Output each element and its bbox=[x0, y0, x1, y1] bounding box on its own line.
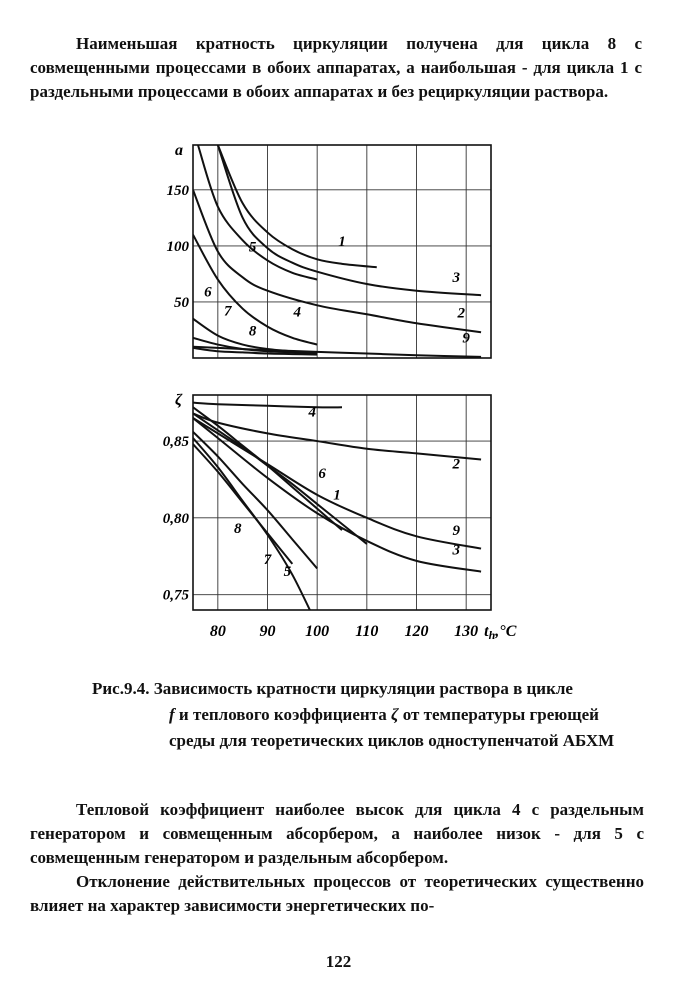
chart-heat-coefficient bbox=[163, 392, 491, 625]
series-label-5: 5 bbox=[248, 239, 257, 256]
series-label-8: 8 bbox=[248, 323, 257, 340]
series-label-3: 3 bbox=[452, 542, 460, 559]
series-label-1: 1 bbox=[333, 487, 341, 504]
caption-var-f: f bbox=[169, 705, 175, 724]
series-label-8: 8 bbox=[233, 521, 242, 538]
caption-label: Рис.9.4. Зависимость кратности циркуляции раствора в цикле bbox=[92, 679, 573, 698]
figure-caption bbox=[92, 676, 644, 754]
series-label-9: 9 bbox=[452, 522, 460, 539]
series-label-6: 6 bbox=[318, 465, 326, 482]
series-label-2: 2 bbox=[452, 456, 460, 473]
page-number: 122 bbox=[325, 952, 352, 971]
series-line-1 bbox=[218, 145, 377, 267]
series-label-7: 7 bbox=[263, 551, 272, 568]
y-axis-label: a bbox=[175, 142, 183, 159]
series-label-7: 7 bbox=[224, 303, 232, 320]
y-tick-label: 150 bbox=[166, 182, 189, 199]
series-line-8 bbox=[193, 444, 292, 564]
x-axis-labels bbox=[210, 623, 517, 642]
paragraph-heat-coefficient: Тепловой коэффициент наиболее высок для цикла 4 с раздельным генератором и совмещенным абсорбером, а наиболее низок - для 5 с совмещенным генератором и раздельным абсорбером. bbox=[30, 800, 644, 867]
x-tick-label: 100 bbox=[305, 623, 330, 640]
x-tick-label: 110 bbox=[355, 623, 379, 640]
series-label-6: 6 bbox=[204, 284, 212, 301]
x-tick-label: 120 bbox=[404, 623, 429, 640]
series-label-4: 4 bbox=[293, 304, 302, 321]
y-tick-label: 0,80 bbox=[162, 510, 189, 527]
y-tick-label: 50 bbox=[174, 294, 189, 311]
caption-var-zeta: ζ bbox=[390, 705, 399, 724]
paragraph-deviation: Отклонение действительных процессов от теоретических существенно влияет на характер зависимости энергетических по- bbox=[30, 872, 644, 915]
series-label-1: 1 bbox=[338, 233, 346, 250]
series-label-5: 5 bbox=[283, 564, 292, 581]
series-line-5 bbox=[198, 145, 317, 280]
x-tick-label: 80 bbox=[209, 623, 226, 640]
caption-rest: от температуры греющей среды для теоретических циклов одноступенчатой АБХМ bbox=[169, 705, 615, 750]
caption-mid: и теплового коэффициента bbox=[178, 705, 387, 724]
series-label-4: 4 bbox=[308, 404, 316, 421]
series-label-3: 3 bbox=[452, 269, 460, 286]
series-label-2: 2 bbox=[457, 305, 465, 322]
series-label-9: 9 bbox=[462, 330, 470, 347]
chart-circulation-ratio bbox=[167, 142, 492, 358]
paragraph-intro: Наименьшая кратность циркуляции получена для цикла 8 с совмещенными процессами в обоих аппаратах, а наибольшая - для цикла 1 с раздельными процессами в обоих аппаратах и без рециркуляции раствора. bbox=[30, 34, 642, 101]
x-axis-label: th,°C bbox=[484, 623, 517, 642]
y-axis-label: ζ bbox=[175, 392, 183, 409]
y-tick-label: 0,75 bbox=[162, 587, 189, 604]
y-tick-label: 0,85 bbox=[162, 434, 189, 451]
y-tick-label: 100 bbox=[166, 238, 189, 255]
series-line-2 bbox=[193, 190, 481, 332]
paragraph-bottom bbox=[30, 798, 644, 918]
x-tick-label: 130 bbox=[454, 623, 479, 640]
series-line-3 bbox=[218, 145, 481, 295]
x-tick-label: 90 bbox=[259, 623, 276, 640]
plot-frame bbox=[193, 145, 491, 358]
